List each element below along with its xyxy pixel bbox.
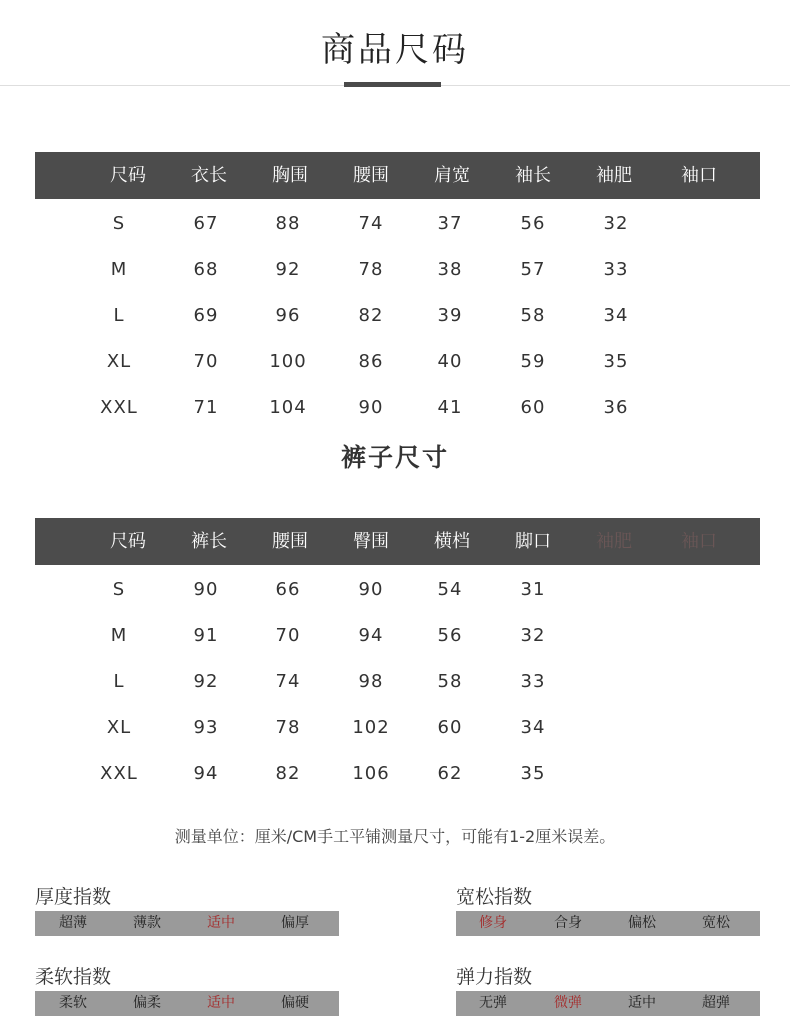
value-cell: 98 xyxy=(358,671,384,692)
fit-option: 合身 xyxy=(554,915,582,931)
elasticity-option-selected: 微弹 xyxy=(554,995,582,1011)
header-shoulder: 肩宽 xyxy=(434,165,470,186)
value-cell: 68 xyxy=(193,259,219,280)
elasticity-index xyxy=(456,963,760,1016)
value-cell: 34 xyxy=(603,305,629,326)
size-cell: L xyxy=(113,671,125,692)
softness-option: 柔软 xyxy=(59,995,87,1011)
thickness-option: 薄款 xyxy=(133,915,161,931)
fit-label: 宽松指数 xyxy=(456,886,533,908)
softness-option-selected: 适中 xyxy=(207,995,235,1011)
value-cell: 31 xyxy=(520,579,546,600)
size-table xyxy=(35,152,760,429)
size-cell: XL xyxy=(106,717,132,738)
value-cell: 106 xyxy=(352,763,390,784)
value-cell: 58 xyxy=(520,305,546,326)
value-cell: 78 xyxy=(275,717,301,738)
thickness-label: 厚度指数 xyxy=(35,886,112,908)
value-cell: 88 xyxy=(275,213,301,234)
value-cell: 74 xyxy=(275,671,301,692)
softness-option: 偏硬 xyxy=(281,995,309,1011)
thickness-option: 偏厚 xyxy=(281,915,309,931)
value-cell: 86 xyxy=(358,351,384,372)
table-row xyxy=(35,337,760,383)
value-cell: 90 xyxy=(193,579,219,600)
header-leg-opening: 脚口 xyxy=(515,531,551,552)
table-row xyxy=(35,565,760,611)
thickness-option-selected: 适中 xyxy=(207,915,235,931)
header-hip: 臀围 xyxy=(353,531,389,552)
value-cell: 91 xyxy=(193,625,219,646)
header-waist: 腰围 xyxy=(353,165,389,186)
value-cell: 35 xyxy=(603,351,629,372)
measurement-note: 测量单位：厘米/CM手工平铺测量尺寸，可能有1-2厘米误差。 xyxy=(174,827,616,846)
value-cell: 37 xyxy=(437,213,463,234)
table-row xyxy=(35,383,760,429)
value-cell: 34 xyxy=(520,717,546,738)
table-row xyxy=(35,749,760,795)
softness-label: 柔软指数 xyxy=(35,966,112,988)
pants-table xyxy=(35,518,760,795)
value-cell: 40 xyxy=(437,351,463,372)
elasticity-label: 弹力指数 xyxy=(456,966,533,988)
table-row xyxy=(35,245,760,291)
header-cuff-ghost: 袖口 xyxy=(681,531,717,552)
elasticity-option: 适中 xyxy=(628,995,656,1011)
value-cell: 74 xyxy=(358,213,384,234)
value-cell: 78 xyxy=(358,259,384,280)
value-cell: 36 xyxy=(603,397,629,418)
value-cell: 82 xyxy=(358,305,384,326)
value-cell: 32 xyxy=(603,213,629,234)
value-cell: 32 xyxy=(520,625,546,646)
value-cell: 90 xyxy=(358,579,384,600)
size-cell: XL xyxy=(106,351,132,372)
table-row xyxy=(35,703,760,749)
softness-option: 偏柔 xyxy=(133,995,161,1011)
value-cell: 56 xyxy=(437,625,463,646)
thickness-option: 超薄 xyxy=(59,915,87,931)
header-sleeve-width: 袖肥 xyxy=(596,165,632,186)
size-cell: XXL xyxy=(100,397,138,418)
thickness-bar xyxy=(35,911,339,936)
value-cell: 35 xyxy=(520,763,546,784)
title-underline xyxy=(344,82,441,87)
softness-bar xyxy=(35,991,339,1016)
table-row xyxy=(35,199,760,245)
value-cell: 82 xyxy=(275,763,301,784)
value-cell: 66 xyxy=(275,579,301,600)
header-thigh: 横档 xyxy=(434,531,470,552)
value-cell: 41 xyxy=(437,397,463,418)
size-cell: S xyxy=(112,213,126,234)
fit-index xyxy=(456,883,760,936)
header-length: 衣长 xyxy=(191,165,227,186)
value-cell: 102 xyxy=(352,717,390,738)
value-cell: 93 xyxy=(193,717,219,738)
elasticity-option: 无弹 xyxy=(479,995,507,1011)
value-cell: 38 xyxy=(437,259,463,280)
value-cell: 104 xyxy=(269,397,307,418)
value-cell: 33 xyxy=(520,671,546,692)
page-title: 商品尺码 xyxy=(321,30,469,70)
header-sleeve-length: 袖长 xyxy=(515,165,551,186)
thickness-index xyxy=(35,883,339,936)
value-cell: 62 xyxy=(437,763,463,784)
pants-title: 裤子尺寸 xyxy=(340,443,449,472)
value-cell: 60 xyxy=(437,717,463,738)
fit-bar xyxy=(456,911,760,936)
value-cell: 33 xyxy=(603,259,629,280)
value-cell: 92 xyxy=(193,671,219,692)
value-cell: 71 xyxy=(193,397,219,418)
fit-option-selected: 修身 xyxy=(479,915,507,931)
table-row xyxy=(35,657,760,703)
size-cell: S xyxy=(112,579,126,600)
value-cell: 70 xyxy=(193,351,219,372)
elasticity-option: 超弹 xyxy=(702,995,730,1011)
header-size: 尺码 xyxy=(110,531,146,552)
table-row xyxy=(35,291,760,337)
value-cell: 57 xyxy=(520,259,546,280)
header-sleeve-width-ghost: 袖肥 xyxy=(596,531,632,552)
value-cell: 96 xyxy=(275,305,301,326)
header-waist: 腰围 xyxy=(272,531,308,552)
value-cell: 92 xyxy=(275,259,301,280)
pants-table-header xyxy=(35,518,760,565)
value-cell: 94 xyxy=(193,763,219,784)
value-cell: 94 xyxy=(358,625,384,646)
value-cell: 58 xyxy=(437,671,463,692)
value-cell: 59 xyxy=(520,351,546,372)
table-row xyxy=(35,611,760,657)
size-cell: XXL xyxy=(100,763,138,784)
value-cell: 54 xyxy=(437,579,463,600)
header-cuff: 袖口 xyxy=(681,165,717,186)
fit-option: 宽松 xyxy=(702,915,730,931)
size-cell: M xyxy=(110,259,128,280)
value-cell: 70 xyxy=(275,625,301,646)
header-chest: 胸围 xyxy=(272,165,308,186)
header-size: 尺码 xyxy=(110,165,146,186)
size-table-header xyxy=(35,152,760,199)
value-cell: 67 xyxy=(193,213,219,234)
value-cell: 69 xyxy=(193,305,219,326)
value-cell: 100 xyxy=(269,351,307,372)
size-cell: M xyxy=(110,625,128,646)
value-cell: 60 xyxy=(520,397,546,418)
value-cell: 56 xyxy=(520,213,546,234)
elasticity-bar xyxy=(456,991,760,1016)
fit-option: 偏松 xyxy=(628,915,656,931)
size-cell: L xyxy=(113,305,125,326)
softness-index xyxy=(35,963,339,1016)
value-cell: 39 xyxy=(437,305,463,326)
header-pants-length: 裤长 xyxy=(191,531,227,552)
value-cell: 90 xyxy=(358,397,384,418)
